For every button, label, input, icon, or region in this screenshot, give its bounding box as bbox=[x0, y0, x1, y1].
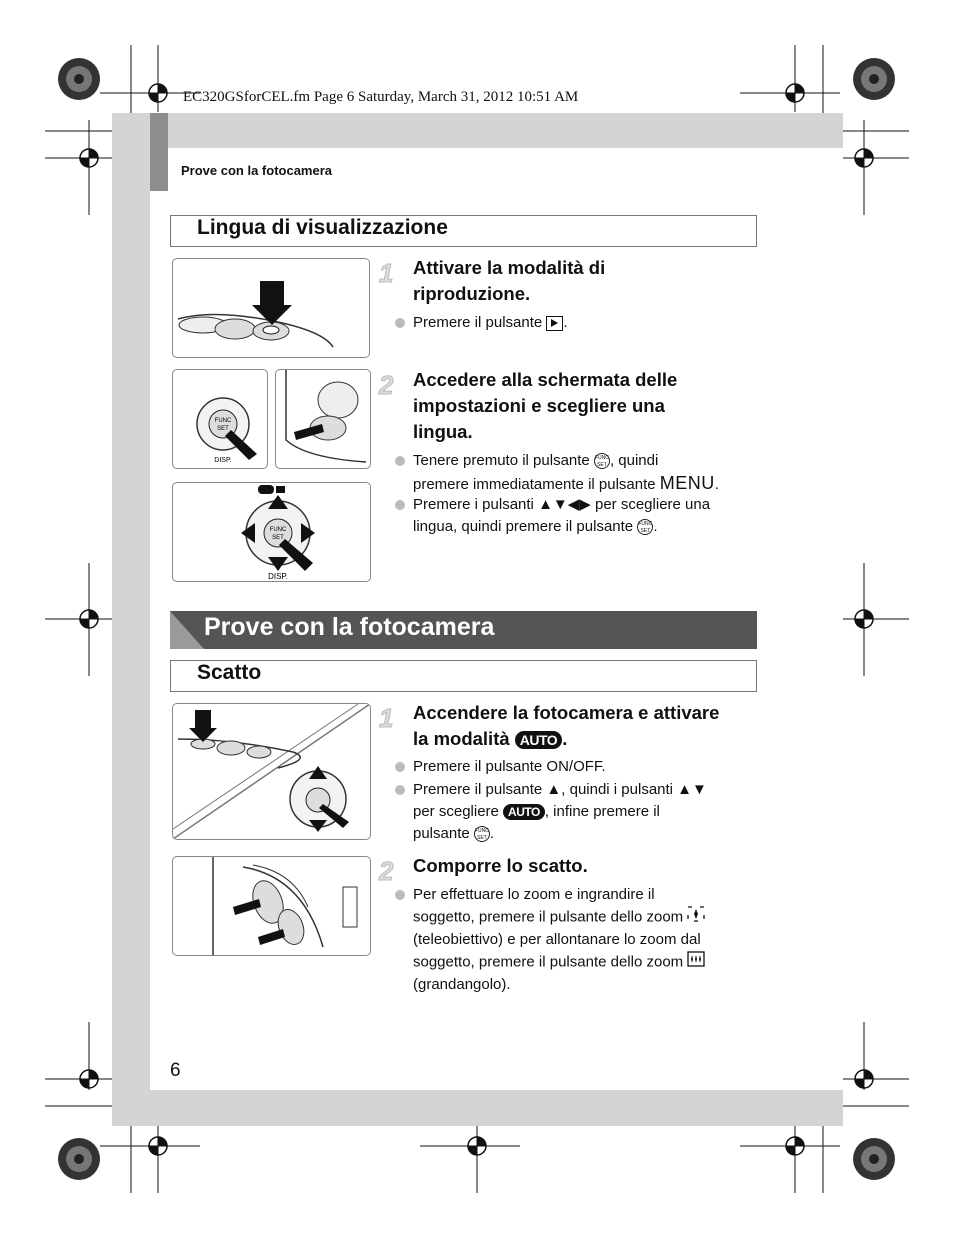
illustration-menu-press bbox=[275, 369, 371, 469]
step-number: 2 bbox=[379, 856, 394, 886]
section-shoot-bar bbox=[170, 660, 757, 692]
wide-angle-icon bbox=[687, 951, 705, 974]
func-set-icon: FUNC SET bbox=[594, 455, 609, 469]
page-number: 6 bbox=[170, 1060, 181, 1081]
print-info: EC320GSforCEL.fm Page 6 Saturday, March 31, 2012 10:51 AM bbox=[183, 89, 579, 105]
func-set-icon: FUNC SET bbox=[638, 521, 653, 535]
step-title bbox=[413, 255, 605, 307]
bullet-dot bbox=[395, 762, 405, 772]
step-title bbox=[413, 367, 677, 445]
up-arrow-icon: ▲ bbox=[546, 781, 562, 798]
bullet-text: Premere il pulsante . bbox=[413, 314, 568, 331]
bullet-dot bbox=[395, 890, 405, 900]
svg-text:SET: SET bbox=[272, 535, 284, 541]
auto-mode-icon: AUTO bbox=[515, 731, 562, 749]
bullet-text: Premere i pulsanti ▲▼◀▶ per scegliere una lingua, quindi premere il pulsante FUNC SET . bbox=[413, 496, 711, 535]
running-head: Prove con la fotocamera bbox=[181, 163, 332, 178]
bullet-text: Premere il pulsante ▲, quindi i pulsanti ▲▼ per scegliere AUTO , infine premere il pulsante FUNC SET . bbox=[413, 781, 707, 842]
step-number: 1 bbox=[379, 258, 394, 288]
section-shoot-title: Scatto bbox=[197, 661, 262, 684]
step-title-line: Accendere la fotocamera e attivare bbox=[413, 702, 720, 723]
up-down-arrow-icon: ▲▼ bbox=[677, 781, 707, 798]
play-icon bbox=[546, 316, 563, 331]
step-title-line: lingua. bbox=[413, 421, 473, 442]
step-title-line: riproduzione. bbox=[413, 283, 531, 304]
step-number: 2 bbox=[379, 370, 394, 400]
svg-text:DISP.: DISP. bbox=[268, 572, 288, 581]
step-title-line: impostazioni e scegliere una bbox=[413, 395, 665, 416]
step-title: Comporre lo scatto. bbox=[413, 855, 588, 876]
bullet-dot bbox=[395, 500, 405, 510]
bullet-dot bbox=[395, 456, 405, 466]
section-language-title: Lingua di visualizzazione bbox=[197, 216, 448, 239]
bullet-text: Premere il pulsante ON/OFF. bbox=[413, 758, 606, 775]
illustration-power-and-mode bbox=[172, 703, 371, 840]
menu-label: MENU bbox=[659, 473, 715, 493]
bullet-dot bbox=[395, 785, 405, 795]
illustration-play-button bbox=[172, 258, 370, 358]
step-title: Accendere la fotocamera e attivare la modalità AUTO . bbox=[413, 702, 720, 749]
chapter-title: Prove con la fotocamera bbox=[204, 613, 495, 641]
step-number: 1 bbox=[379, 703, 394, 733]
bullet-dot bbox=[395, 318, 405, 328]
illustration-zoom-lever bbox=[172, 856, 371, 956]
section-language-bar bbox=[170, 215, 757, 247]
bullet-text: Tenere premuto il pulsante FUNC SET , quindi premere immediatamente il pulsante MENU. bbox=[413, 452, 719, 493]
arrow-keys-icon: ▲▼◀▶ bbox=[538, 496, 591, 513]
telephoto-icon bbox=[687, 906, 705, 929]
bullet-text: Per effettuare lo zoom e ingrandire il soggetto, premere il pulsante dello zoom (teleobiettivo) e per allontanare lo zoom dal soggetto, premere il pulsante dello zoom (grandangolo). bbox=[413, 884, 705, 996]
func-label: FUNC bbox=[214, 418, 232, 424]
illustration-arrow-keys bbox=[172, 482, 371, 582]
func-set-icon: FUNC SET bbox=[474, 828, 489, 842]
chapter-title-bar bbox=[170, 611, 757, 649]
step-title-line: Attivare la modalità di bbox=[413, 257, 606, 278]
illustration-func-set-press bbox=[172, 369, 268, 469]
svg-text:FUNC: FUNC bbox=[269, 527, 287, 533]
auto-mode-icon: AUTO bbox=[503, 804, 545, 820]
svg-text:DISP.: DISP. bbox=[214, 457, 232, 464]
svg-text:SET: SET bbox=[217, 426, 229, 432]
step-title-line: Accedere alla schermata delle bbox=[413, 369, 678, 390]
